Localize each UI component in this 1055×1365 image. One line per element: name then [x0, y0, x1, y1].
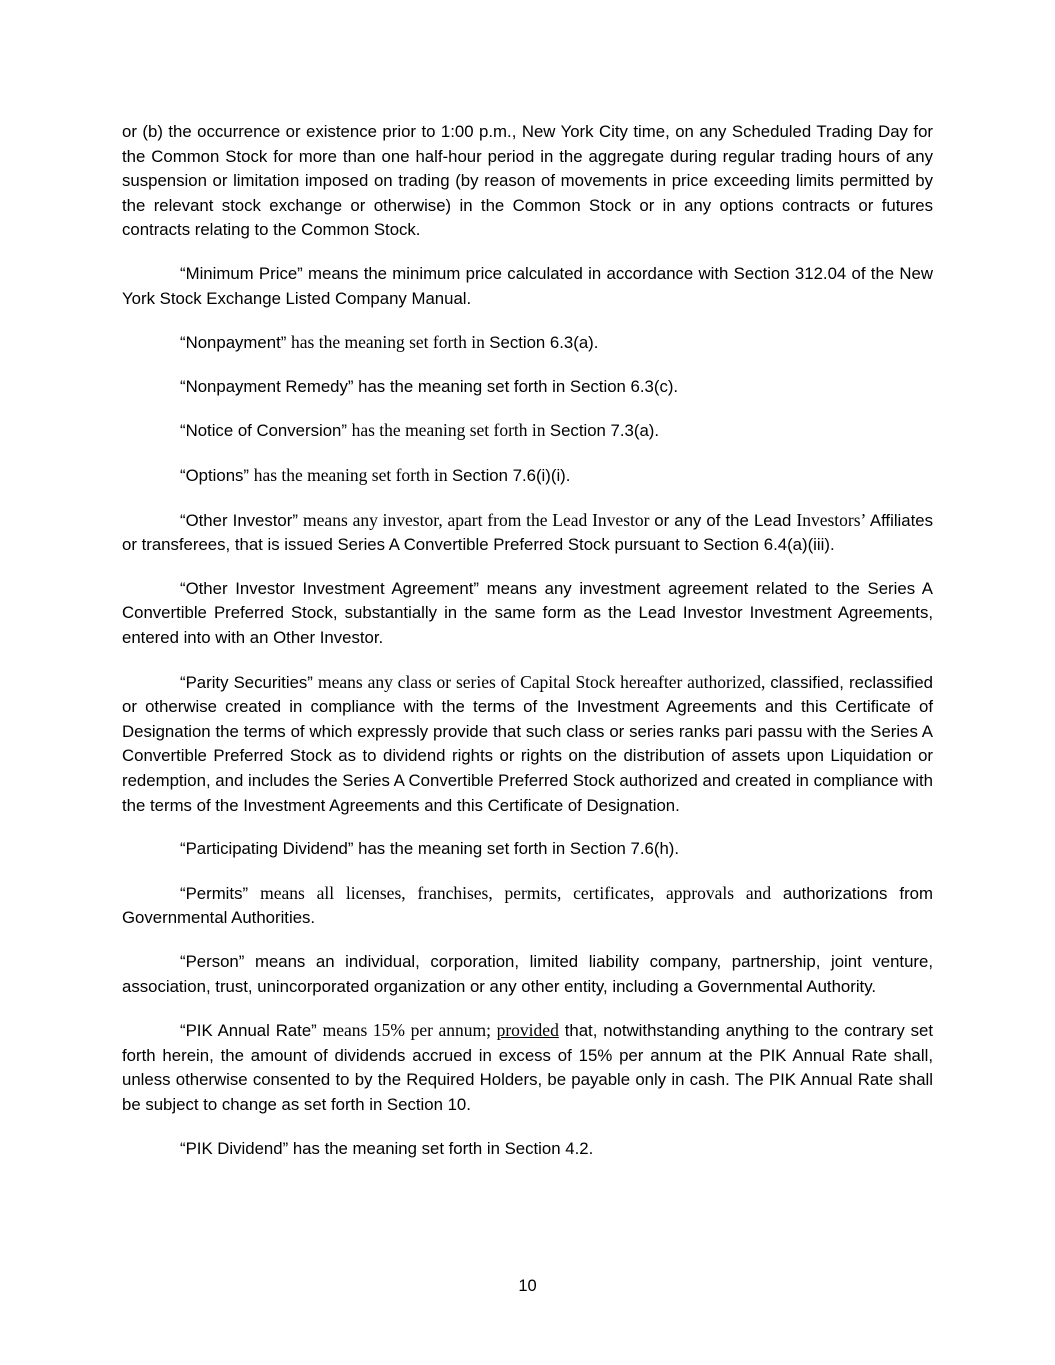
text-run: provided — [496, 1020, 559, 1041]
paragraph — [122, 1018, 933, 1117]
text-run: means all licenses, franchises, permits, certificates, approvals and — [260, 882, 783, 903]
paragraph — [122, 837, 933, 862]
text-run: classified, reclassified or otherwise created in compliance with the terms of the Investment Agreements and this Certificate of Designation the terms of which expressly provide that such class or series ranks pari passu with the Series A Convertible Preferred Stock as to dividend rights or rights on the distribution of assets upon Liquidation or redemption, and includes the Series A Convertible Preferred Stock authorized and created in compliance with the terms of the Investment Agreements and this Certificate of Designation. — [122, 672, 933, 815]
paragraph — [122, 463, 933, 489]
text-run: Investors’ — [796, 509, 870, 530]
text-run: Section 7.3(a). — [549, 421, 660, 441]
text-run: “Person” means an individual, corporation, limited liability company, partnership, joint venture, association, trust, unincorporated organization or any other entity, including a Governmental Authority. — [122, 952, 933, 996]
paragraph — [122, 881, 933, 931]
text-run: means any class or series of Capital Stock hereafter authorized, — [318, 671, 771, 692]
text-run: “Other Investor” — [180, 510, 304, 530]
text-run: has the meaning set forth in — [351, 420, 550, 441]
text-run: “PIK Annual Rate” — [180, 1021, 323, 1041]
paragraph — [122, 120, 933, 243]
paragraph — [122, 577, 933, 651]
text-run: “PIK Dividend” has the meaning set forth in Section 4.2. — [180, 1138, 594, 1158]
text-run: “Parity Securities” — [180, 672, 319, 692]
text-run: “Other Investor Investment Agreement” means any investment agreement related to the Series A Convertible Preferred Stock, substantially in the same form as the Lead Investor Investment Agreements, entered into with an Other Investor. — [122, 578, 933, 648]
text-run: or (b) the occurrence or existence prior to 1:00 p.m., New York City time, on any Scheduled Trading Day for the Common Stock for more than one half-hour period in the aggregate during regular trading hours of any suspension or limitation imposed on trading (by reason of movements in price exceeding limits permitted by the relevant stock exchange or otherwise) in the Common Stock or in any options contracts or futures contracts relating to the Common Stock. — [122, 122, 933, 240]
text-run: “Participating Dividend” has the meaning set forth in Section 7.6(h). — [180, 839, 680, 859]
text-run: authorizations from Governmental Authorities. — [122, 883, 933, 928]
document-body — [122, 120, 933, 1161]
text-run: “Nonpayment” — [180, 333, 291, 353]
text-run: “Permits” — [180, 883, 261, 903]
paragraph — [122, 950, 933, 999]
text-run: “Options” — [180, 466, 254, 485]
text-run: “Notice of Conversion” — [180, 421, 352, 441]
paragraph — [122, 375, 933, 400]
paragraph — [122, 1137, 933, 1162]
text-run: means any investor, apart from the Lead Investor — [303, 509, 655, 530]
paragraph — [122, 330, 933, 356]
paragraph — [122, 508, 933, 558]
text-run: Section 7.6(i)(i). — [451, 466, 571, 485]
text-run: Affiliates or transferees, that is issued Series A Convertible Preferred Stock pursuant to Section 6.4(a)(iii). — [122, 510, 933, 555]
text-run: means 15% per annum; — [322, 1020, 497, 1041]
text-run: that, notwithstanding anything to the contrary set forth herein, the amount of dividends accrued in excess of 15% per annum at the PIK Annual Rate shall, unless otherwise consented to by the Required Holders, be payable only in cash. The PIK Annual Rate shall be subject to change as set forth in Section 10. — [122, 1021, 933, 1115]
text-run: Section 6.3(a). — [489, 333, 599, 353]
paragraph — [122, 262, 933, 311]
text-run: “Minimum Price” means the minimum price calculated in accordance with Section 312.04 of the New York Stock Exchange Listed Company Manual. — [122, 263, 933, 308]
text-run: “Nonpayment Remedy” has the meaning set forth in Section 6.3(c). — [180, 376, 679, 396]
paragraph — [122, 670, 933, 819]
text-run: has the meaning set forth in — [253, 465, 452, 485]
page-number: 10 — [518, 1277, 537, 1295]
text-run: or any of the Lead — [654, 510, 797, 530]
text-run: has the meaning set forth in — [291, 332, 490, 353]
paragraph — [122, 418, 933, 444]
